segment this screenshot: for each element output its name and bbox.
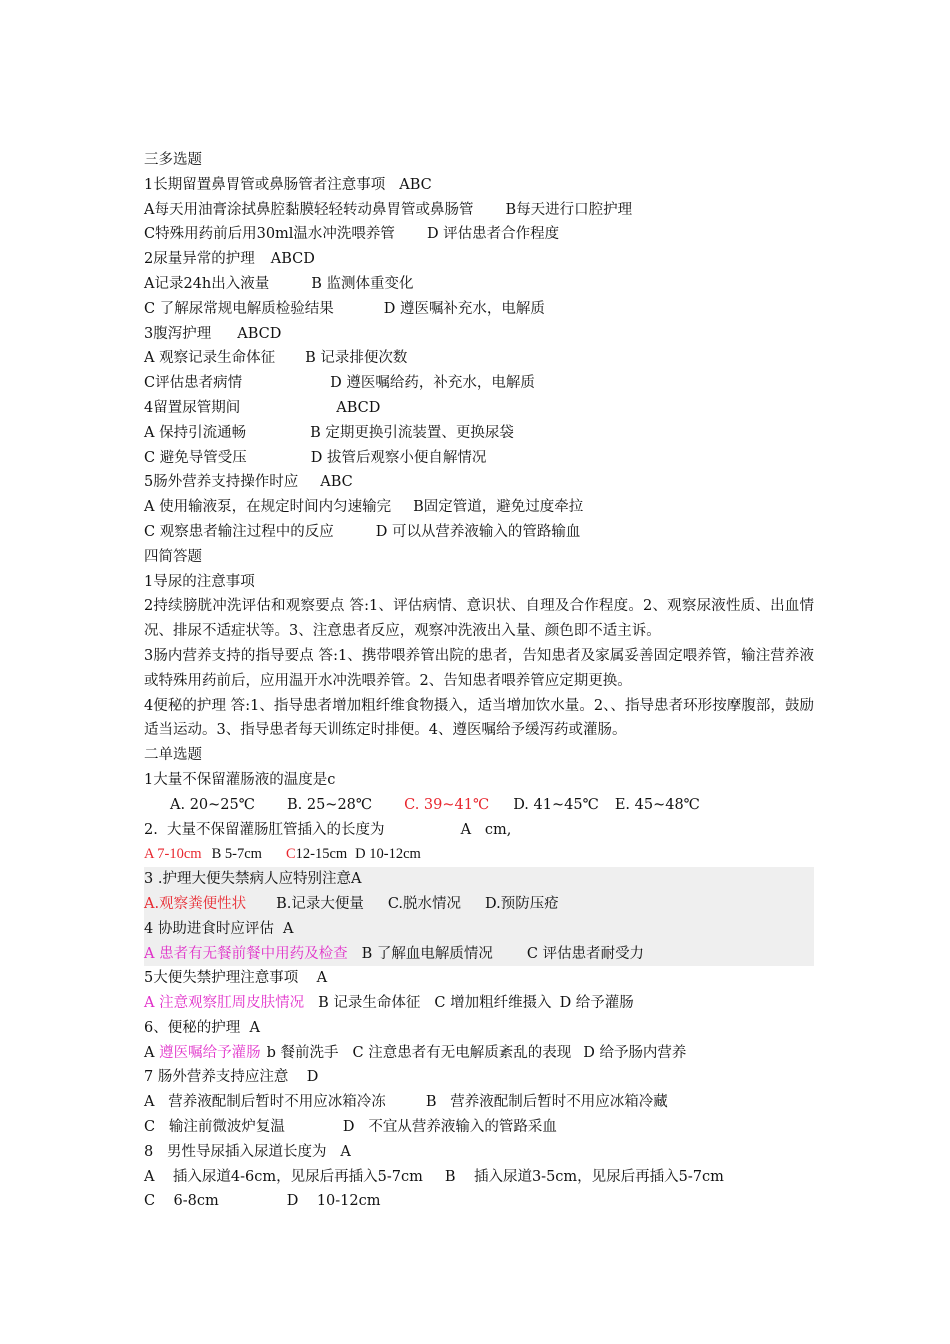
question-2-options-cd: C 了解尿常规电解质检验结果 D 遵医嘱补充水，电解质 (144, 300, 545, 317)
question-5-options-cd: C 观察患者输注过程中的反应 D 可以从营养液输入的管路输血 (144, 523, 581, 540)
section-heading-multiple-choice: 三多选题 (144, 152, 202, 168)
question-1-options-cd: C特殊用药前后用30ml温水冲洗喂养管 D 评估患者合作程度 (144, 226, 560, 243)
single-6-title: 6、便秘的护理 A (144, 1019, 260, 1036)
question-1-answer: ABC (399, 176, 432, 193)
single-5-title: 5大便失禁护理注意事项 A (144, 970, 328, 987)
question-5-answer: ABC (320, 474, 353, 491)
single-4-options: A 患者有无餐前餐中用药及检查 B 了解血电解质情况 C 评估患者耐受力 (144, 945, 645, 962)
section-heading-single-choice: 二单选题 (144, 747, 202, 764)
single-5-options: A 注意观察肛周皮肤情况 B 记录生命体征 C 增加粗纤维摄入 D 给予灌肠 (144, 995, 634, 1012)
question-1-title: 1长期留置鼻胃管或鼻肠管者注意事项 ABC (144, 176, 432, 193)
single-3-title: 3 .护理大便失禁病人应特别注意A (144, 871, 362, 888)
single-2-options: A 7-10cm B 5-7cm C12-15cm D 10-12cm (144, 846, 421, 863)
single-1-title: 1大量不保留灌肠液的温度是c (144, 771, 336, 788)
single-7-options-cd: C 输注前微波炉复温 D 不宜从营养液输入的管路采血 (144, 1119, 557, 1136)
single-8-options-cd: C 6-8cm D 10-12cm (144, 1193, 381, 1210)
correct-option: A 患者有无餐前餐中用药及检查 (144, 945, 348, 962)
question-3-answer: ABCD (237, 325, 282, 342)
question-3-options-ab: A 观察记录生命体征 B 记录排便次数 (144, 350, 408, 367)
single-1-options: A. 20~25℃ B. 25~28℃ C. 39~41℃ D. 41~45℃ E. 45~48℃ (170, 796, 700, 813)
single-4-title: 4 协助进食时应评估 A (144, 920, 294, 937)
question-4-options-ab: A 保持引流通畅 B 定期更换引流装置、更换尿袋 (144, 424, 514, 441)
correct-option: A.观察粪便性状 (144, 895, 247, 912)
question-4-title: 4留置尿管期间 ABCD (144, 399, 381, 416)
correct-option: A 7-10cm (144, 846, 202, 863)
question-3-options-cd: C评估患者病情 D 遵医嘱给药，补充水，电解质 (144, 375, 535, 392)
question-4-answer: ABCD (336, 399, 381, 416)
question-2-answer: ABCD (270, 251, 315, 268)
question-2-title: 2尿量异常的护理 ABCD (144, 251, 315, 268)
correct-option: 遵医嘱给予灌肠 (159, 1044, 261, 1061)
section-heading-short-answer: 四简答题 (144, 548, 202, 565)
correct-option: C. 39~41℃ (404, 796, 490, 813)
short-answer-3: 3肠内营养支持的指导要点 答:1、携带喂养管出院的患者，告知患者及家属妥善固定喂养管，输注营养液或特殊用药前后，应用温开水冲洗喂养管。2、告知患者喂养管应定期更换。 (144, 647, 814, 689)
single-8-options-ab: A 插入尿道4-6cm，见尿后再插入5-7cm B 插入尿道3-5cm，见尿后再插入5-7cm (144, 1168, 724, 1185)
highlighted-block (144, 867, 814, 966)
single-7-options-ab: A 营养液配制后暂时不用应冰箱冷冻 B 营养液配制后暂时不用应冰箱冷藏 (144, 1094, 668, 1111)
question-3-title: 3腹泻护理 ABCD (144, 325, 282, 342)
question-5-options-ab: A 使用输液泵，在规定时间内匀速输完 B固定管道，避免过度牵拉 (144, 499, 584, 516)
document-body (144, 148, 814, 1214)
short-answer-1: 1导尿的注意事项 (144, 573, 255, 590)
single-2-title: 2. 大量不保留灌肠肛管插入的长度为 A cm, (144, 821, 512, 838)
single-7-title: 7 肠外营养支持应注意 D (144, 1069, 319, 1086)
question-5-title: 5肠外营养支持操作时应 ABC (144, 474, 353, 491)
question-2-options-ab: A记录24h出入液量 B 监测体重变化 (144, 275, 414, 292)
single-3-options: A.观察粪便性状 B.记录大便量 C.脱水情况 D.预防压疮 (144, 895, 559, 912)
single-8-title: 8 男性导尿插入尿道长度为 A (144, 1143, 351, 1160)
short-answer-2: 2持续膀胱冲洗评估和观察要点 答:1、评估病情、意识状、自理及合作程度。2、观察尿液性质、出血情况、排尿不适症状等。3、注意患者反应，观察冲洗液出入量、颜色即不适主诉。 (144, 598, 814, 640)
correct-option: A 注意观察肛周皮肤情况 (144, 995, 305, 1012)
short-answer-4: 4便秘的护理 答:1、指导患者增加粗纤维食物摄入，适当增加饮水量。2、、指导患者环形按摩腹部，鼓励适当运动。3、指导患者每天训练定时排便。4、遵医嘱给予缓泻药或灌肠。 (144, 697, 814, 739)
question-4-options-cd: C 避免导管受压 D 拔管后观察小便自解情况 (144, 449, 487, 466)
single-6-options: A 遵医嘱给予灌肠 b 餐前洗手 C 注意患者有无电解质紊乱的表现 D 给予肠内营养 (144, 1044, 687, 1061)
question-1-options-ab: A每天用油膏涂拭鼻腔黏膜轻轻转动鼻胃管或鼻肠管 B每天进行口腔护理 (144, 201, 633, 218)
